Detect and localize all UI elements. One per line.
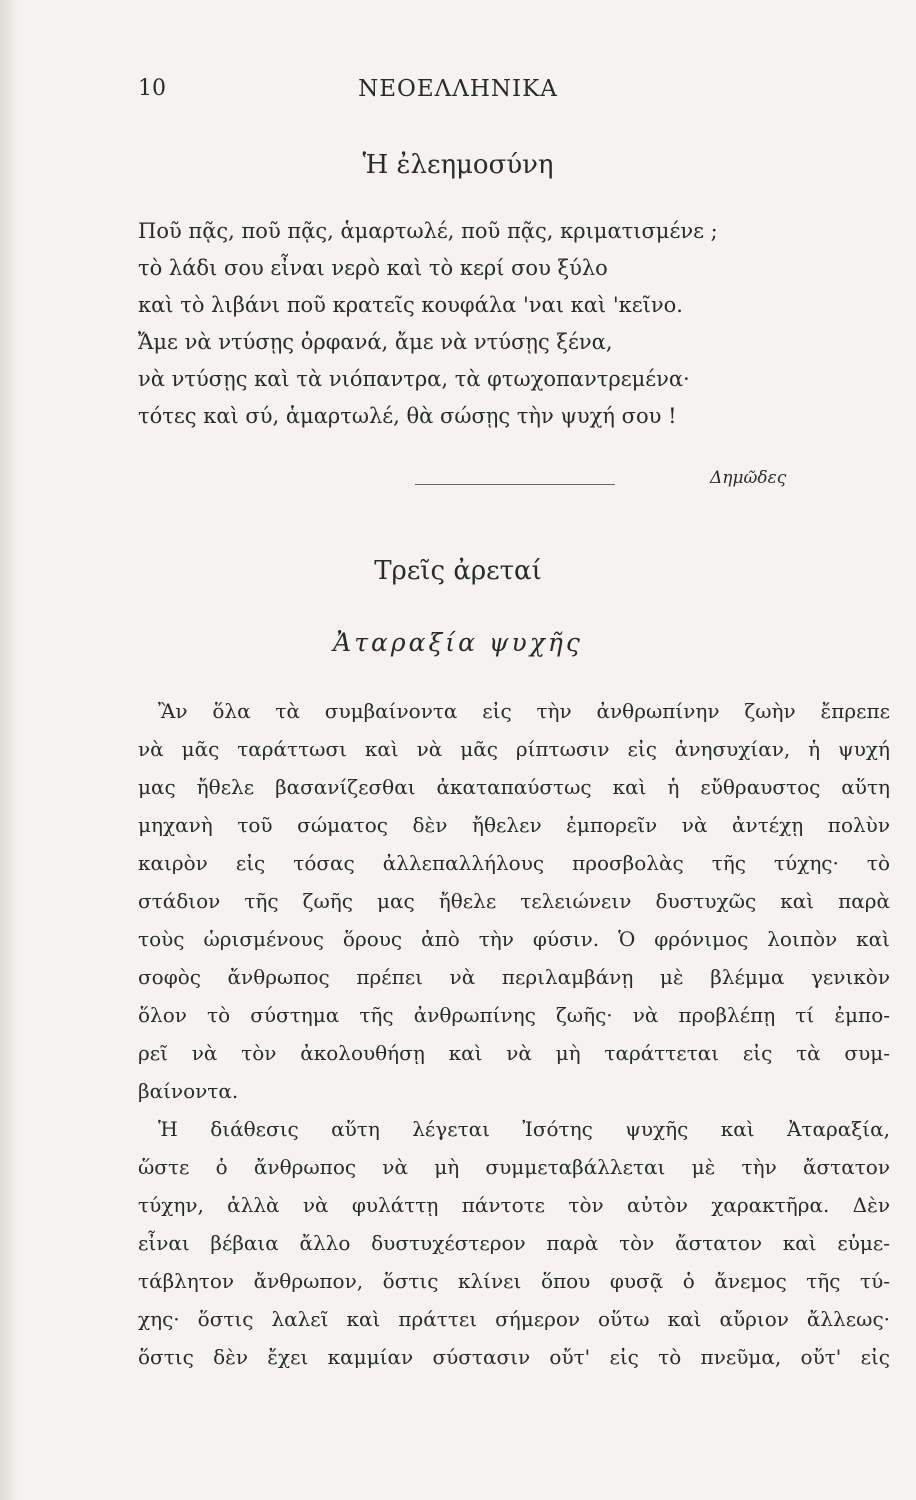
subsection-title-ataraxia: Ἀταραξία ψυχῆς bbox=[333, 628, 583, 657]
poem-line: τότες καὶ σύ, ἁμαρτωλέ, θὰ σώσῃς τὴν ψυχή σου ! bbox=[138, 404, 677, 428]
prose-line: ὥστε ὁ ἄνθρωπος νὰ μὴ συμμεταβάλλεται μὲ τὴν ἄστατον bbox=[138, 1155, 890, 1179]
prose-line: εἶναι βέβαια ἄλλο δυστυχέστερον παρὰ τὸν ἄστατον καὶ εὐμε- bbox=[138, 1231, 890, 1255]
prose-line: μηχανὴ τοῦ σώματος δὲν ἤθελεν ἐμπορεῖν νὰ ἀντέχῃ πολὺν bbox=[138, 813, 890, 837]
prose-line: ὅστις δὲν ἔχει καμμίαν σύστασιν οὔτ' εἰς τὸ πνεῦμα, οὔτ' εἰς bbox=[138, 1345, 890, 1369]
prose-line: σοφὸς ἄνθρωπος πρέπει νὰ περιλαμβάνῃ μὲ βλέμμα γενικὸν bbox=[138, 965, 890, 989]
running-title: ΝΕΟΕΛΛΗΝΙΚΑ bbox=[358, 76, 558, 102]
prose-line: τάβλητον ἄνθρωπον, ὅστις κλίνει ὅπου φυσᾷ ὁ ἄνεμος τῆς τύ- bbox=[138, 1269, 890, 1293]
prose-line: ὅλον τὸ σύστημα τῆς ἀνθρωπίνης ζωῆς· νὰ προβλέπῃ τί ἐμπο- bbox=[138, 1003, 890, 1027]
prose-line: μας ἤθελε βασανίζεσθαι ἀκαταπαύστως καὶ ἡ εὔθραυστος αὕτη bbox=[138, 775, 890, 799]
poem-attribution: Δημῶδες bbox=[710, 468, 787, 488]
poem-line: Ποῦ πᾷς, ποῦ πᾷς, ἁμαρτωλέ, ποῦ πᾷς, κριματισμένε ; bbox=[138, 219, 718, 243]
prose-line: τοὺς ὡρισμένους ὅρους ἀπὸ τὴν φύσιν. Ὁ φρόνιμος λοιπὸν καὶ bbox=[138, 927, 890, 951]
poem-line: καὶ τὸ λιβάνι ποῦ κρατεῖς κουφάλα 'ναι καὶ 'κεῖνο. bbox=[138, 293, 683, 317]
poem-line: τὸ λάδι σου εἶναι νερὸ καὶ τὸ κερί σου ξύλο bbox=[138, 256, 608, 280]
prose-line: χης· ὅστις λαλεῖ καὶ πράττει σήμερον οὕτω καὶ αὔριον ἄλλεως· bbox=[138, 1307, 890, 1331]
poem bbox=[138, 213, 858, 435]
page-edge-shadow bbox=[0, 0, 18, 1500]
page-number: 10 bbox=[138, 76, 166, 101]
page-header bbox=[0, 76, 916, 116]
prose-line: τύχην, ἀλλὰ νὰ φυλάττῃ πάντοτε τὸν αὐτὸν χαρακτῆρα. Δὲν bbox=[138, 1193, 890, 1217]
prose-line: Ἂν ὅλα τὰ συμβαίνοντα εἰς τὴν ἀνθρωπίνην ζωὴν ἔπρεπε bbox=[158, 699, 890, 723]
prose-line: Ἡ διάθεσις αὕτη λέγεται Ἰσότης ψυχῆς καὶ Ἀταραξία, bbox=[158, 1117, 890, 1141]
prose-line: στάδιον τῆς ζωῆς μας ἤθελε τελειώνειν δυστυχῶς καὶ παρὰ bbox=[138, 889, 890, 913]
poem-line: νὰ ντύσῃς καὶ τὰ νιόπαντρα, τὰ φτωχοπαντρεμένα· bbox=[138, 367, 690, 391]
prose-body bbox=[138, 692, 890, 1376]
poem-line: Ἄμε νὰ ντύσῃς ὀρφανά, ἄμε νὰ ντύσῃς ξένα, bbox=[138, 330, 613, 354]
section-title-three-virtues: Τρεῖς ἀρεταί bbox=[374, 556, 542, 586]
prose-line: νὰ μᾶς ταράττωσι καὶ νὰ μᾶς ρίπτωσιν εἰς ἀνησυχίαν, ἡ ψυχή bbox=[138, 737, 890, 761]
prose-line: καιρὸν εἰς τόσας ἀλλεπαλλήλους προσβολὰς τῆς τύχης· τὸ bbox=[138, 851, 890, 875]
prose-line: βαίνοντα. bbox=[138, 1079, 239, 1103]
section-divider bbox=[415, 484, 615, 485]
prose-line: ρεῖ νὰ τὸν ἀκολουθήσῃ καὶ νὰ μὴ ταράττεται εἰς τὰ συμ- bbox=[138, 1041, 890, 1065]
section-title-elemosyne: Ἡ ἐλεημοσύνη bbox=[362, 150, 554, 180]
